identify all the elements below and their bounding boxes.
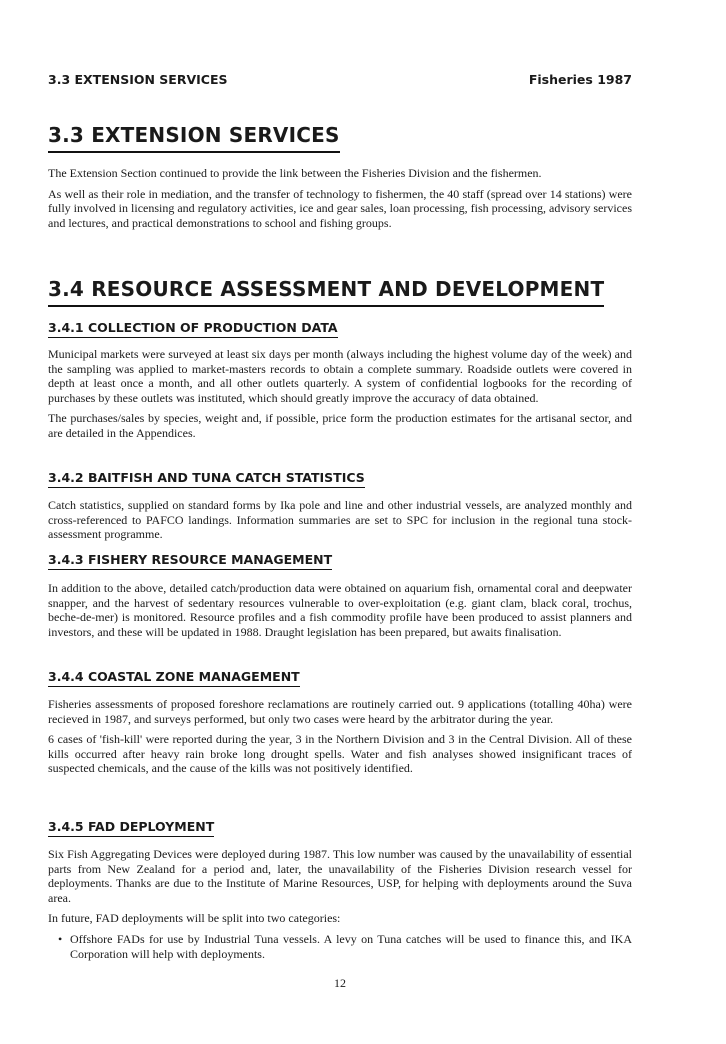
section-3-4-2-body — [48, 498, 632, 542]
list-item-text: Offshore FADs for use by Industrial Tuna vessels. A levy on Tuna catches will be used to finance this, and IKA Corporation will help with deployments. — [70, 931, 632, 961]
section-3-4-1-heading: 3.4.1 COLLECTION OF PRODUCTION DATA — [48, 320, 338, 338]
running-header — [48, 72, 632, 87]
paragraph: Catch statistics, supplied on standard forms by Ika pole and line and other industrial vessels, are analyzed monthly and cross-referenced to PAFCO landings. Information summaries are set to SPC for inclusion in the regional tuna stock-assessment programme. — [48, 498, 632, 542]
paragraph: Fisheries assessments of proposed foreshore reclamations are routinely carried out. 9 applications (totalling 40ha) were recieved in 1987, and surveys performed, but only two cases were heard by the arbitrator during the year. — [48, 697, 632, 726]
section-3-4-2-heading: 3.4.2 BAITFISH AND TUNA CATCH STATISTICS — [48, 470, 365, 488]
section-3-4-5-body — [48, 847, 632, 961]
section-3-3-heading: 3.3 EXTENSION SERVICES — [48, 123, 340, 153]
section-3-4-1 — [48, 319, 632, 338]
paragraph: Municipal markets were surveyed at least six days per month (always including the highest volume day of the week) and the sampling was applied to market-masters records to obtain a complete summary. Roadside outlets were covered in depth at least once a month, and all other outlets quarterly. A system of confidential logbooks for the recording of purchases by these outlets was instituted, which should greatly improve the accuracy of data obtained. — [48, 347, 632, 405]
paragraph: In future, FAD deployments will be split into two categories: — [48, 911, 341, 926]
list-item — [48, 932, 632, 961]
section-3-4-5 — [48, 818, 632, 837]
paragraph: Six Fish Aggregating Devices were deployed during 1987. This low number was caused by the unavailability of essential parts from New Zealand for a period and, later, the unavailability of the Fisheries Division research vessel for deployments. Thanks are due to the Institute of Marine Resources, USP, for helping with deployments around the Suva area. — [48, 847, 632, 905]
section-3-4-3-heading: 3.4.3 FISHERY RESOURCE MANAGEMENT — [48, 552, 332, 570]
section-3-4-4-heading: 3.4.4 COASTAL ZONE MANAGEMENT — [48, 669, 300, 687]
section-3-4-3-body — [48, 581, 632, 639]
header-publication-title: Fisheries 1987 — [528, 72, 632, 87]
bullet-icon: • — [58, 931, 63, 946]
section-3-4 — [48, 277, 632, 307]
page-number: 12 — [334, 976, 346, 990]
paragraph: In addition to the above, detailed catch/production data were obtained on aquarium fish, ornamental coral and deepwater snapper, and the harvest of sedentary resources vulnerable to over-exploitation (e.g. giant clam, black coral, trochus, beche-de-mer) is monitored. Resource profiles and a fish commodity profile have been produced to assist planners and investors, and these will be updated in 1988. Draught legislation has been prepared, but awaits finalisation. — [48, 581, 632, 639]
paragraph: 6 cases of 'fish-kill' were reported during the year, 3 in the Northern Division and 3 in the Central Division. All of these kills occurred after heavy rain broke long drought spells. Water and fish analyses showed insignificant traces of suspected chemicals, and the cause of the kills was not positively identified. — [48, 732, 632, 776]
section-3-4-1-body — [48, 347, 632, 441]
paragraph: The purchases/sales by species, weight and, if possible, price form the production estimates for the artisanal sector, and are detailed in the Appendices. — [48, 411, 632, 440]
header-section-title: 3.3 EXTENSION SERVICES — [48, 72, 228, 87]
section-3-4-3 — [48, 551, 632, 570]
section-3-4-4 — [48, 668, 632, 687]
section-3-4-heading: 3.4 RESOURCE ASSESSMENT AND DEVELOPMENT — [48, 277, 604, 307]
section-3-4-5-heading: 3.4.5 FAD DEPLOYMENT — [48, 819, 214, 837]
section-3-4-2 — [48, 469, 632, 488]
paragraph: The Extension Section continued to provide the link between the Fisheries Division and the fishermen. — [48, 166, 542, 180]
paragraph: As well as their role in mediation, and the transfer of technology to fishermen, the 40 staff (spread over 14 stations) were fully involved in licensing and regulatory activities, ice and gear sales, loan processing, fish processing, advisory services and lectures, and practical demonstrations to school and fishing groups. — [48, 186, 632, 230]
section-3-3 — [48, 123, 632, 153]
bullet-list — [48, 932, 632, 961]
section-3-3-body — [48, 166, 632, 230]
section-3-4-4-body — [48, 697, 632, 776]
